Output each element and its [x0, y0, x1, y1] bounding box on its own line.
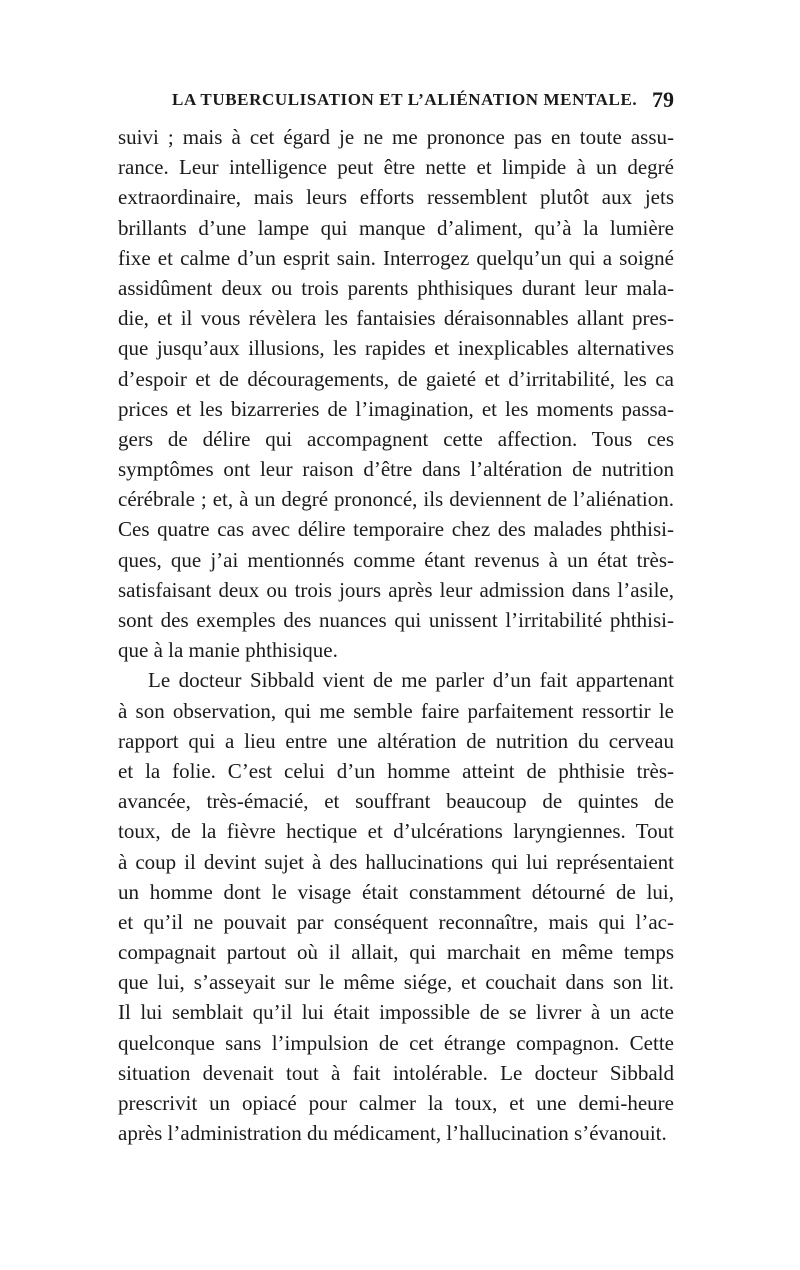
text-line: sont des exemples des nuances qui unissent l’irritabilité phthisi-: [118, 608, 674, 632]
body-text: [118, 122, 674, 1148]
text-line: à son observation, qui me semble faire parfaitement ressortir le: [118, 698, 674, 723]
text-line: toux, de la fièvre hectique et d’ulcérations laryngiennes. Tout: [118, 819, 674, 844]
paragraph-1: [118, 122, 674, 665]
text-line: à coup il devint sujet à des hallucinations qui lui représentaient: [118, 849, 674, 874]
text-line: extraordinaire, mais leurs efforts ressemblent plutôt aux jets: [118, 185, 674, 210]
running-header: [118, 87, 674, 116]
text-line: d’espoir et de découragements, de gaieté et d’irritabilité, les ca: [118, 366, 674, 391]
text-line: Le docteur Sibbald vient de me parler d’un fait appartenant: [148, 668, 674, 693]
text-line: quelconque sans l’impulsion de cet étrange compagnon. Cette: [118, 1030, 674, 1055]
text-line: assidûment deux ou trois parents phthisiques durant leur mala-: [118, 275, 674, 300]
text-line: symptômes ont leur raison d’être dans l’altération de nutrition: [118, 457, 674, 482]
text-line: prescrivit un opiacé pour calmer la toux, et une demi-heure: [118, 1091, 674, 1115]
text-line: prices et les bizarreries de l’imagination, et les moments passa-: [118, 396, 674, 421]
running-title: LA TUBERCULISATION ET L’ALIÉNATION MENTALE.: [172, 90, 638, 109]
text-line: avancée, très-émacié, et souffrant beaucoup de quintes de: [118, 789, 674, 814]
text-line: que lui, s’asseyait sur le même siége, et couchait dans son lit.: [118, 970, 674, 995]
text-line: rance. Leur intelligence peut être nette et limpide à un degré: [118, 155, 674, 180]
text-line: que à la manie phthisique.: [118, 638, 338, 663]
text-line: après l’administration du médicament, l’hallucination s’évanouit.: [118, 1121, 667, 1146]
text-line: brillants d’une lampe qui manque d’aliment, qu’à la lumière: [118, 215, 674, 240]
text-line: rapport qui a lieu entre une altération de nutrition du cerveau: [118, 728, 674, 753]
text-line: fixe et calme d’un esprit sain. Interrogez quelqu’un qui a soigné: [118, 245, 674, 270]
text-line: que jusqu’aux illusions, les rapides et inexplicables alternatives: [118, 336, 674, 361]
text-line: satisfaisant deux ou trois jours après leur admission dans l’asile,: [118, 577, 674, 602]
paragraph-2: [118, 665, 674, 1148]
text-line: et la folie. C’est celui d’un homme atteint de phthisie très-: [118, 758, 674, 783]
text-line: suivi ; mais à cet égard je ne me prononce pas en toute assu-: [118, 125, 674, 149]
text-line: die, et il vous révèlera les fantaisies déraisonnables allant pres-: [118, 306, 674, 331]
text-line: ques, que j’ai mentionnés comme étant revenus à un état très-: [118, 547, 674, 572]
text-line: situation devenait tout à fait intolérable. Le docteur Sibbald: [118, 1060, 674, 1085]
text-line: gers de délire qui accompagnent cette affection. Tous ces: [118, 426, 674, 451]
text-line: compagnait partout où il allait, qui marchait en même temps: [118, 940, 674, 965]
text-line: un homme dont le visage était constamment détourné de lui,: [118, 879, 674, 904]
text-line: Ces quatre cas avec délire temporaire chez des malades phthisi-: [118, 517, 674, 542]
text-line: cérébrale ; et, à un degré prononcé, ils deviennent de l’aliénation.: [118, 487, 674, 512]
text-line: Il lui semblait qu’il lui était impossible de se livrer à un acte: [118, 1000, 674, 1025]
page-number: 79: [652, 87, 674, 112]
text-line: et qu’il ne pouvait par conséquent reconnaître, mais qui l’ac-: [118, 909, 674, 934]
